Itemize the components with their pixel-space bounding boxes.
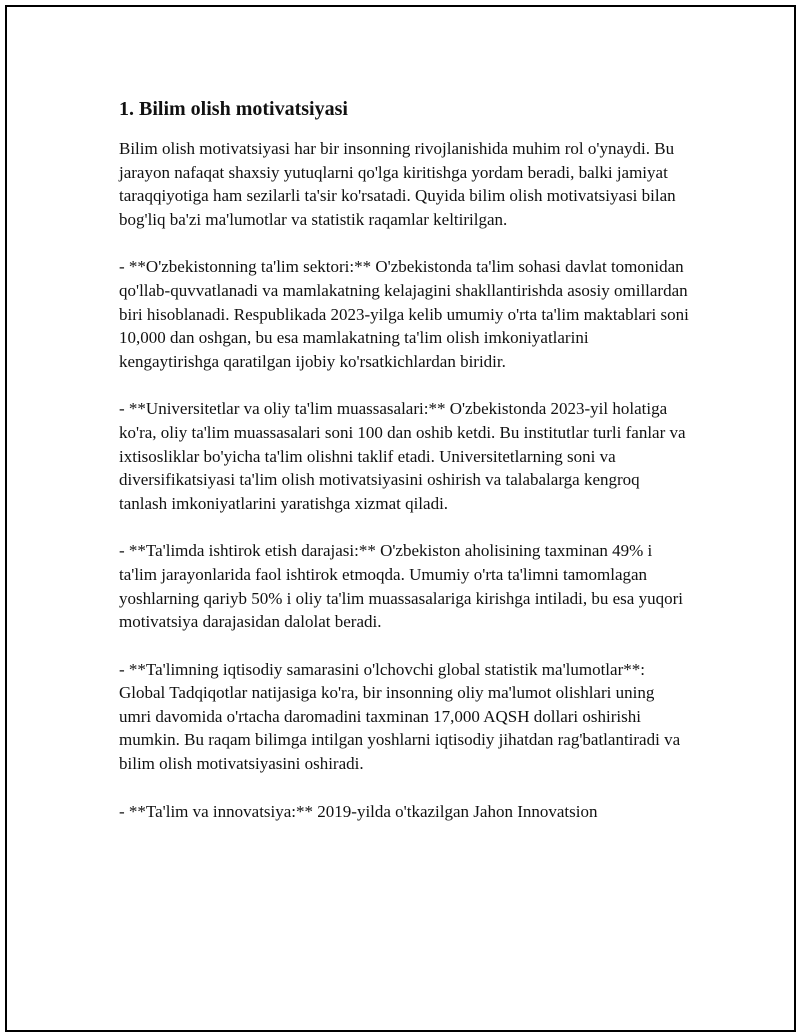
list-item-participation-rate: - **Ta'limda ishtirok etish darajasi:** O'zbekiston aholisining taxminan 49% i ta'lim jarayonlarida faol ishtirok etmoqda. Umumiy o'rta ta'limni tamomlagan yoshlarning qariyb 50% i oliy ta'lim muassasalariga kirishga intiladi, bu esa yuqori motivatsiya darajasidan dalolat beradi. [119,541,683,632]
list-item-economic-impact: - **Ta'limning iqtisodiy samarasini o'lchovchi global statistik ma'lumotlar**: Global Tadqiqotlar natijasiga ko'ra, bir insonning oliy ma'lumot olishlari uning umri davomida o'rtacha daromadini taxminan 17,000 AQSH dollari oshirishi mumkin. Bu raqam bilimga intilgan yoshlarni iqtisodiy jihatdan rag'batlantiradi va bilim olish motivatsiyasini oshiradi. [119,659,681,774]
intro-paragraph: Bilim olish motivatsiyasi har bir insonning rivojlanishida muhim rol o'ynaydi. Bu jarayon nafaqat shaxsiy yutuqlarni qo'lga kiritishga yordam beradi, balki jamiyat taraqqiyotiga ham sezilarli ta'sir ko'rsatadi. Quyida bilim olish motivatsiyasi bilan bog'liq ba'zi ma'lumotlar va statistik raqamlar keltirilgan. [119,139,676,229]
list-item-innovation: - **Ta'lim va innovatsiya:** 2019-yilda o'tkazilgan Jahon Innovatsion [119,801,598,821]
list-item-universities: - **Universitetlar va oliy ta'lim muassasalari:** O'zbekistonda 2023-yil holatiga ko'ra, oliy ta'lim muassasalari soni 100 dan oshib ketdi. Bu institutlar turli fanlar va ixtisosliklar bo'yicha ta'lim olishni taklif etadi. Universitetlarning soni va diversifikatsiyasi ta'lim olish motivatsiyasini oshirish va talabalarga kengroq tanlash imkoniyatlarini yaratishga xizmat qiladi. [119,399,686,513]
document-body [119,95,689,847]
list-item-education-sector: - **O'zbekistonning ta'lim sektori:** O'zbekistonda ta'lim sohasi davlat tomonidan qo'llab-quvvatlanadi va mamlakatning kelajagini shakllantirishda asosiy omillardan biri hisoblanadi. Respublikada 2023-yilga kelib umumiy o'rta ta'lim maktablari soni 10,000 dan oshgan, bu esa mamlakatning ta'lim olish imkoniyatlarini kengaytirishga qaratilgan ijobiy ko'rsatkichlardan biridir. [119,257,689,371]
section-heading: 1. Bilim olish motivatsiyasi [119,98,348,120]
page-frame [5,5,796,1032]
